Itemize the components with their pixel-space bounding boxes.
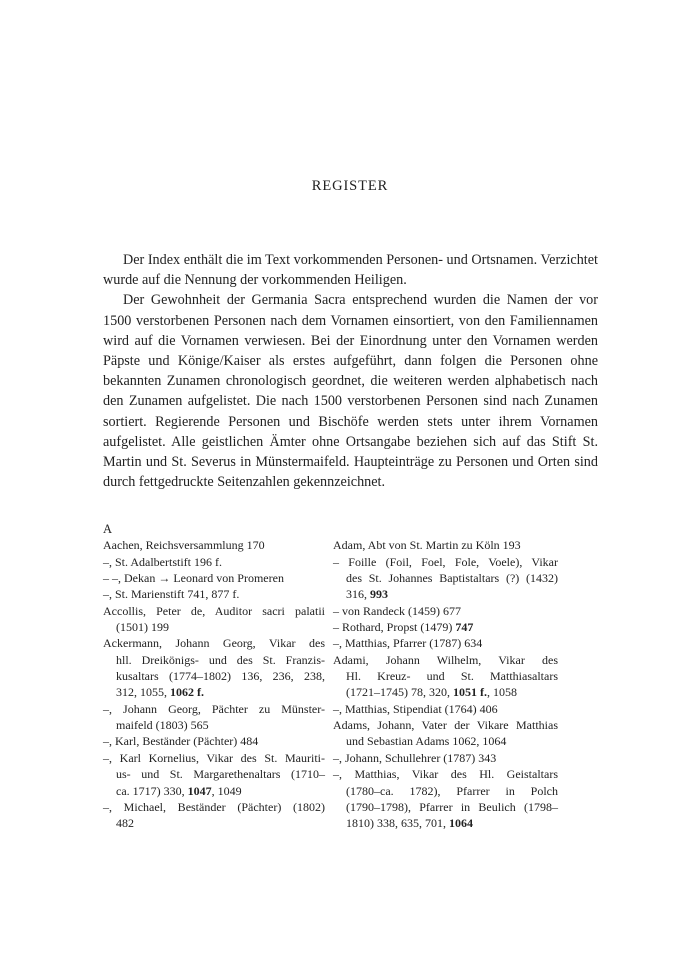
index-entry — [333, 766, 558, 831]
index-entry-line: Accollis, Peter de, Auditor sacri palatii — [103, 603, 325, 618]
index-entry-line: –, Matthias, Stipendiat (1764) 406 — [333, 701, 498, 716]
intro-paragraph-2: Der Gewohnheit der Germania Sacra entsprechend wurden die Namen der vor 1500 verstorbenen Personen nach dem Vornamen einsortiert, von den Familiennamen wird auf die Vornamen verwiesen. Bei der Einordnung unter den Vornamen werden Päpste und Könige/Kaiser als erstes aufgeführt, dann folgen die Personen ohne bekannten Zunamen chronologisch geordnet, die weiteren werden alphabetisch nach den Zunamen aufgelistet. Die nach 1500 verstorbenen Personen sind nach Zunamen sortiert. Regierende Personen und Bischöfe werden stets unter ihrem Vornamen aufgelistet. Alle geistlichen Ämter ohne Ortsangabe beziehen sich auf das Stift St. Martin und St. Severus in Münstermaifeld. Haupteinträge zu Personen und Orten sind durch fettgedruckte Seitenzahlen gekennzeichnet. — [103, 292, 598, 491]
index-entry-line: –, St. Marienstift 741, 877 f. — [103, 587, 240, 602]
index-entry-line: 482 — [116, 816, 134, 831]
page-title: REGISTER — [311, 178, 389, 194]
index-entry — [333, 701, 558, 717]
index-entry-line: us- und St. Margarethenaltars (1710– — [116, 767, 325, 782]
main-entry-page: 1051 f. — [453, 685, 487, 700]
index-entry-line: – Foille (Foil, Foel, Fole, Voele), Vikar — [333, 554, 558, 569]
index-entry-pages: , 1049 — [211, 783, 242, 798]
index-letter-heading: A — [103, 522, 113, 536]
index-entry-line: Adam, Abt von St. Martin zu Köln 193 — [333, 538, 521, 553]
main-entry-page: 1047 — [187, 783, 212, 798]
index-entry — [333, 619, 558, 635]
index-entry — [333, 537, 558, 553]
index-entry — [333, 750, 558, 766]
index-entry-line: –, Johann Georg, Pächter zu Münster- — [103, 701, 325, 716]
index-entry-line: maifeld (1803) 565 — [116, 718, 209, 733]
index-entry-line: – von Randeck (1459) 677 — [333, 603, 461, 618]
index-entry — [103, 750, 325, 799]
intro-paragraph-1: Der Index enthält die im Text vorkommenden Personen- und Ortsnamen. Verzichtet wurde auf die Nennung der vorkommenden Heiligen. — [103, 252, 598, 289]
index-entry-line: hll. Dreikönigs- und des St. Franzis- — [116, 652, 325, 667]
index-entry-line: (1780–ca. 1782), Pfarrer in Polch — [346, 783, 558, 798]
index-entry-line: 316, 993 — [346, 587, 388, 602]
index-entry-line: – Rothard, Propst (1479) 747 — [333, 620, 474, 635]
index-entry-line: Aachen, Reichsversammlung 170 — [103, 538, 265, 553]
index-entry-line: – –, Dekan → Leonard von Promeren — [103, 571, 284, 586]
index-entry-line: ca. 1717) 330, 1047, 1049 — [116, 783, 242, 798]
index-entry-line: (1721–1745) 78, 320, 1051 f., 1058 — [346, 685, 517, 700]
index-entry-line: 312, 1055, 1062 f. — [116, 685, 204, 700]
index-entry-pages: , 1058 — [487, 685, 517, 700]
main-entry-page: 747 — [455, 620, 474, 635]
index-entry — [103, 733, 325, 749]
index-entry-line: Adams, Johann, Vater der Vikare Matthias — [333, 718, 558, 733]
index-entry-line: und Sebastian Adams 1062, 1064 — [346, 734, 507, 749]
index-entry — [103, 554, 325, 570]
index-entry-line: (1501) 199 — [116, 620, 169, 635]
index-entry-line: kusaltars (1774–1802) 136, 236, 238, — [116, 669, 325, 684]
intro-text — [103, 250, 598, 492]
index-entry — [333, 717, 558, 750]
index-entry — [333, 635, 558, 651]
index-entry-line: –, Karl Kornelius, Vikar des St. Mauriti- — [103, 750, 325, 765]
index-entry-line: –, Matthias, Vikar des Hl. Geistaltars — [333, 767, 558, 782]
index-entry — [103, 586, 325, 602]
index-entry — [103, 603, 325, 636]
index-entry-line: –, Karl, Beständer (Pächter) 484 — [103, 734, 259, 749]
index-letter-spacer — [333, 521, 558, 537]
index-entry-line: 1810) 338, 635, 701, 1064 — [346, 816, 473, 831]
main-entry-page: 993 — [370, 587, 388, 602]
main-entry-page: 1062 f. — [170, 685, 204, 700]
index-entry — [103, 799, 325, 832]
index-entry — [103, 701, 325, 734]
index-entry — [103, 570, 325, 586]
index-column-left — [103, 521, 325, 832]
index-entry — [103, 635, 325, 700]
index-entry-line: –, St. Adalbertstift 196 f. — [103, 554, 222, 569]
index-entry-line: Hl. Kreuz- und St. Matthiasaltars — [346, 669, 558, 684]
index-entry-line: Ackermann, Johann Georg, Vikar des — [103, 636, 325, 651]
index-entry — [333, 603, 558, 619]
index-entry-line: Adami, Johann Wilhelm, Vikar des — [333, 652, 558, 667]
index-column-right — [333, 521, 558, 832]
index-entry-line: –, Michael, Beständer (Pächter) (1802) — [103, 799, 325, 814]
index-entry — [333, 554, 558, 603]
index-entry — [333, 652, 558, 701]
index-entry — [103, 537, 325, 553]
index-entry-line: (1790–1798), Pfarrer in Beulich (1798– — [346, 799, 558, 814]
index-entry-line: des St. Johannes Baptistaltars (?) (1432) — [346, 571, 558, 586]
main-entry-page: 1064 — [449, 816, 473, 831]
index-entry-line: –, Johann, Schullehrer (1787) 343 — [333, 750, 497, 765]
index-entry-line: –, Matthias, Pfarrer (1787) 634 — [333, 636, 483, 651]
